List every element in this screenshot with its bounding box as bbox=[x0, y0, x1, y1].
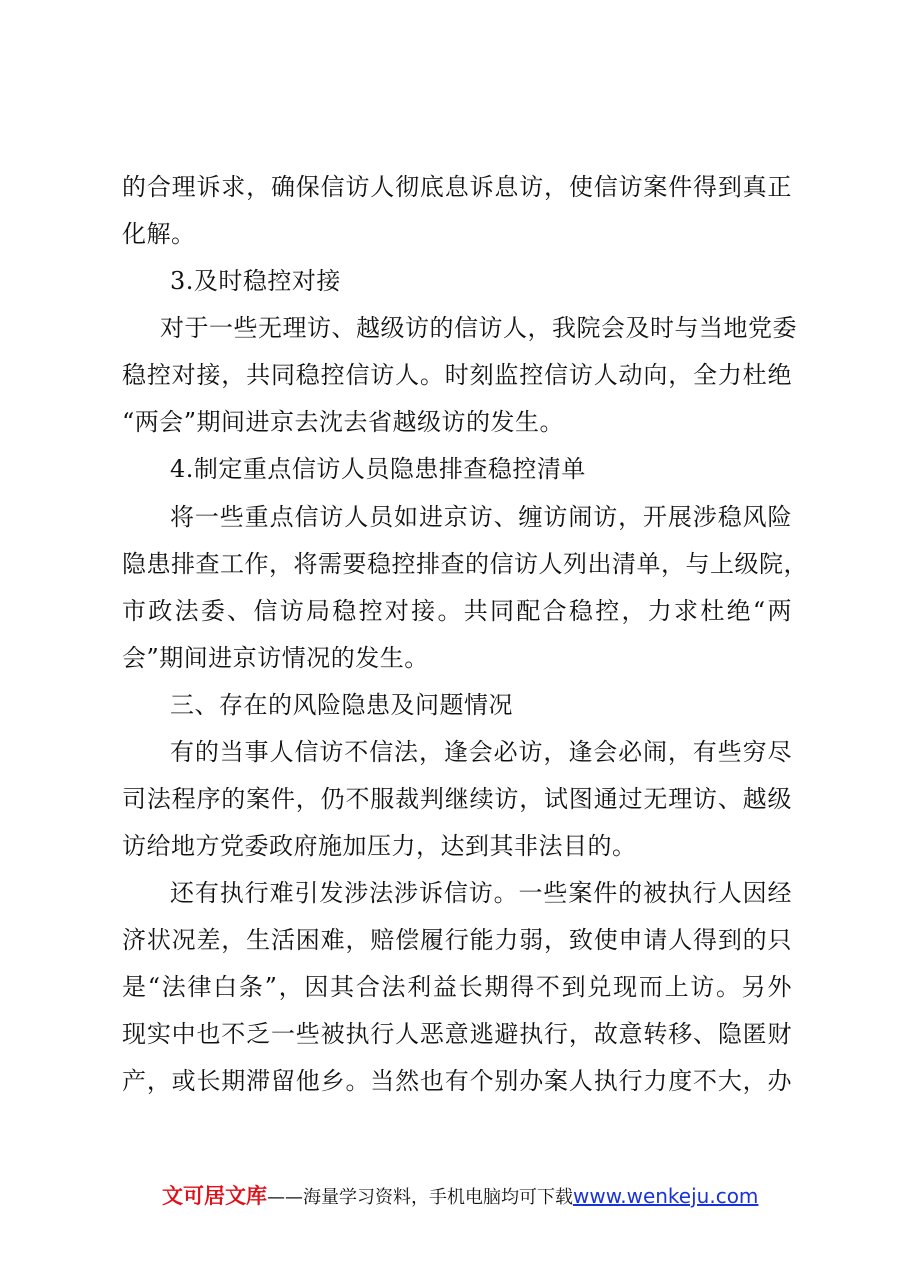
body-line: 访给地方党委政府施加压力，达到其非法目的。 bbox=[122, 832, 637, 860]
body-line: 还有执行难引发涉法涉诉信访。一些案件的被执行人因经 bbox=[170, 879, 792, 907]
body-line: 司法程序的案件，仍不服裁判继续访，试图通过无理访、越级 bbox=[122, 785, 792, 813]
body-line: 的合理诉求，确保信访人彻底息诉息访，使信访案件得到真正 bbox=[122, 173, 792, 201]
footer-banner bbox=[162, 1183, 758, 1211]
body-line: 隐患排查工作，将需要稳控排查的信访人列出清单，与上级院， bbox=[122, 550, 808, 578]
section-heading: 4.制定重点信访人员隐患排查稳控清单 bbox=[170, 455, 586, 483]
body-line: 有的当事人信访不信法，逢会必访，逢会必闹，有些穷尽 bbox=[170, 738, 792, 766]
brand-name: 文可居文库 bbox=[162, 1184, 267, 1208]
body-line: 产，或长期滞留他乡。当然也有个别办案人执行力度不大，办 bbox=[122, 1067, 792, 1095]
body-line: 现实中也不乏一些被执行人恶意逃避执行，故意转移、隐匿财 bbox=[122, 1020, 792, 1048]
section-heading: 3.及时稳控对接 bbox=[170, 267, 341, 295]
footer-link[interactable]: www.wenkeju.com bbox=[573, 1184, 759, 1208]
body-line: 化解。 bbox=[122, 220, 196, 248]
body-line: 稳控对接，共同稳控信访人。时刻监控信访人动向，全力杜绝 bbox=[122, 361, 792, 389]
body-line: 是“法律白条”，因其合法利益长期得不到兑现而上访。另外 bbox=[122, 973, 792, 1001]
body-line: 济状况差，生活困难，赔偿履行能力弱，致使申请人得到的只 bbox=[122, 926, 792, 954]
body-line: 市政法委、信访局稳控对接。共同配合稳控，力求杜绝“两 bbox=[122, 597, 792, 625]
body-line: 对于一些无理访、越级访的信访人，我院会及时与当地党委 bbox=[160, 314, 797, 342]
body-line: “两会”期间进京去沈去省越级访的发生。 bbox=[122, 408, 565, 436]
body-line: 将一些重点信访人员如进京访、缠访闹访，开展涉稳风险 bbox=[170, 503, 792, 531]
footer-tagline: ——海量学习资料，手机电脑均可下载 bbox=[267, 1187, 573, 1208]
section-heading: 三、存在的风险隐患及问题情况 bbox=[170, 691, 513, 719]
body-line: 会”期间进京访情况的发生。 bbox=[122, 644, 429, 672]
